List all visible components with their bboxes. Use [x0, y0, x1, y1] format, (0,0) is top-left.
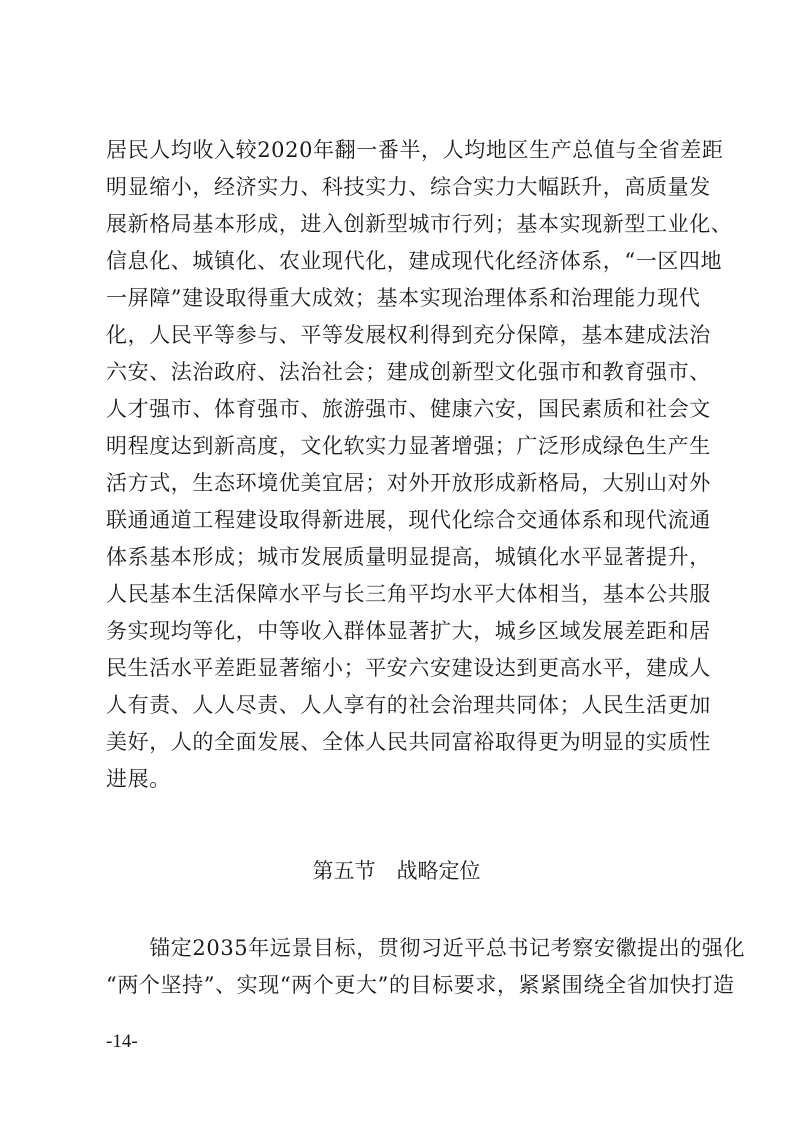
paragraph-line: 居民人均收入较2020年翻一番半，人均地区生产总值与全省差距	[106, 138, 724, 162]
paragraph-line: “两个坚持”、实现“两个更大”的目标要求，紧紧围绕全省加快打造	[106, 973, 735, 997]
paragraph-line: 进展。	[106, 767, 171, 791]
paragraph-line: 民生活水平差距显著缩小；平安六安建设达到更高水平，建成人	[106, 656, 711, 680]
paragraph-line: 人民基本生活保障水平与长三角平均水平大体相当，基本公共服	[106, 582, 711, 606]
paragraph-line: 体系基本形成；城市发展质量明显提高，城镇化水平显著提升，	[106, 545, 711, 569]
paragraph-line: 务实现均等化，中等收入群体显著扩大，城乡区域发展差距和居	[106, 619, 711, 643]
paragraph-line: 六安、法治政府、法治社会；建成创新型文化强市和教育强市、	[106, 360, 711, 384]
paragraph-line: 一屏障”建设取得重大成效；基本实现治理体系和治理能力现代	[106, 286, 701, 310]
paragraph-line: 明显缩小，经济实力、科技实力、综合实力大幅跃升，高质量发	[106, 175, 711, 199]
paragraph-line: 人有责、人人尽责、人人享有的社会治理共同体；人民生活更加	[106, 693, 711, 717]
page-number: -14-	[106, 1031, 138, 1052]
paragraph-line: 活方式，生态环境优美宜居；对外开放形成新格局，大别山对外	[106, 471, 711, 495]
paragraph-line: 明程度达到新高度，文化软实力显著增强；广泛形成绿色生产生	[106, 434, 711, 458]
paragraph-line: 人才强市、体育强市、旅游强市、健康六安，国民素质和社会文	[106, 397, 711, 421]
section-heading: 第五节 战略定位	[312, 859, 481, 883]
paragraph-line: 联通通道工程建设取得新进展，现代化综合交通体系和现代流通	[106, 508, 711, 532]
paragraph-line: 锚定2035年远景目标，贯彻习近平总书记考察安徽提出的强化	[106, 936, 746, 960]
paragraph-line: 化，人民平等参与、平等发展权利得到充分保障，基本建成法治	[106, 323, 711, 347]
paragraph-line: 信息化、城镇化、农业现代化，建成现代化经济体系，“一区四地	[106, 249, 723, 273]
paragraph-line: 美好，人的全面发展、全体人民共同富裕取得更为明显的实质性	[106, 730, 711, 754]
paragraph-line: 展新格局基本形成，进入创新型城市行列；基本实现新型工业化、	[106, 212, 733, 236]
